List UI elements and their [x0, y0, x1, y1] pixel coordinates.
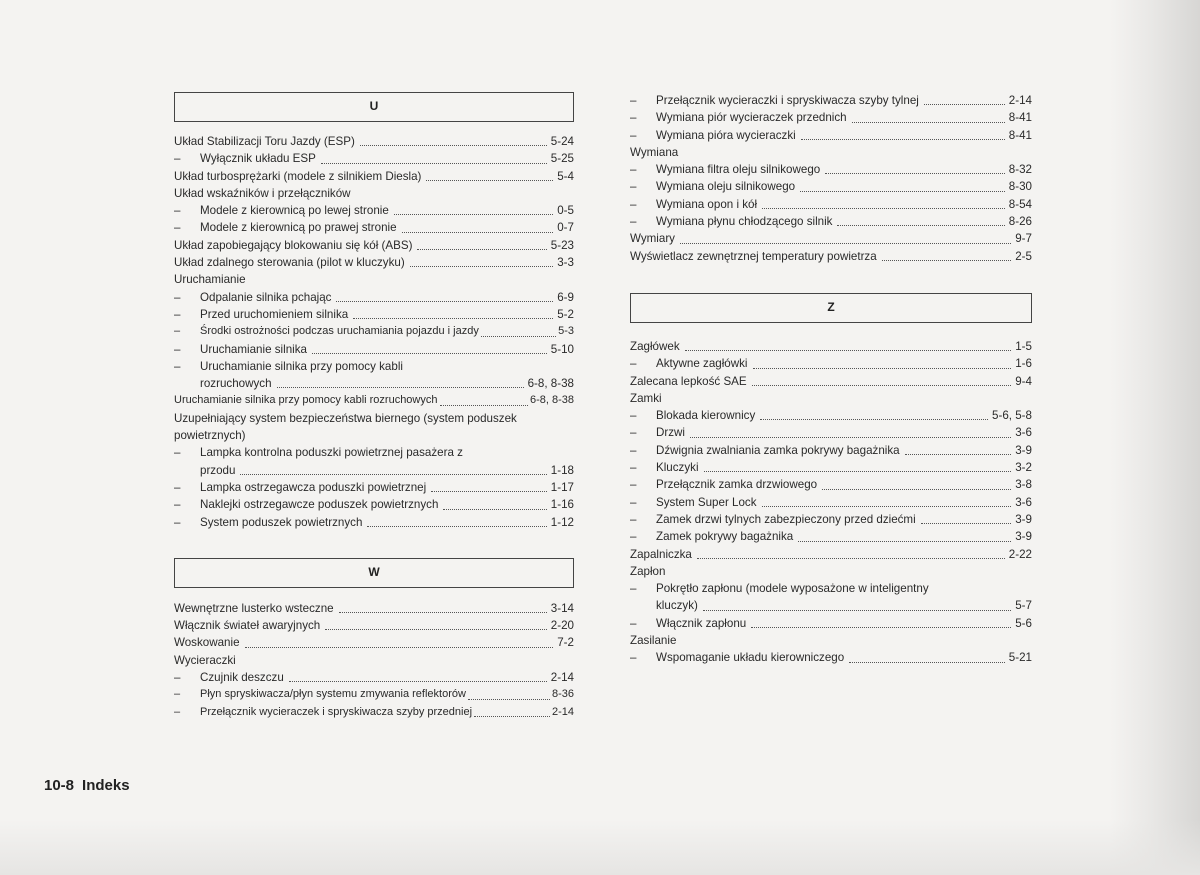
index-column-right	[630, 92, 1032, 667]
index-subentry: – Przed uruchomieniem silnika 5-2	[174, 306, 574, 323]
index-subentry: – Wyłącznik układu ESP 5-25	[174, 150, 574, 167]
index-subentry-continuation: przodu 1-18	[200, 463, 574, 477]
index-subentry: – Naklejki ostrzegawcze poduszek powietrznych 1-16	[174, 496, 574, 513]
section-heading-u: U	[174, 92, 574, 122]
index-group-heading: Wymiana	[630, 145, 679, 159]
index-subentry: – Wymiana płynu chłodzącego silnik 8-26	[630, 213, 1032, 230]
index-subentry: – Płyn spryskiwacza/płyn systemu zmywania reflektorów 8-36	[174, 686, 574, 703]
index-subentry: – Zamek drzwi tylnych zabezpieczony przed dziećmi 3-9	[630, 511, 1032, 528]
index-subentry: – Dźwignia zwalniania zamka pokrywy bagażnika 3-9	[630, 442, 1032, 459]
index-group-heading: Układ wskaźników i przełączników	[174, 186, 351, 200]
index-entry: Układ zdalnego sterowania (pilot w kluczyku) 3-3	[174, 256, 574, 270]
index-subentry: – Czujnik deszczu 2-14	[174, 669, 574, 686]
index-subentry: – Przełącznik zamka drzwiowego 3-8	[630, 476, 1032, 493]
index-subentry: – Wymiana opon i kół 8-54	[630, 196, 1032, 213]
index-column-left	[174, 92, 574, 721]
page-bottom-shadow	[0, 820, 1200, 875]
index-group-heading: Zapłon	[630, 564, 666, 578]
index-entry: Układ zapobiegający blokowaniu się kół (ABS) 5-23	[174, 238, 574, 252]
index-subentry: – Modele z kierownicą po lewej stronie 0-5	[174, 202, 574, 219]
index-subentry: – Wymiana oleju silnikowego 8-30	[630, 178, 1032, 195]
index-subentry: – Wymiana pióra wycieraczki 8-41	[630, 127, 1032, 144]
index-subentry: – Wymiana filtra oleju silnikowego 8-32	[630, 161, 1032, 178]
index-entry: Zalecana lepkość SAE 9-4	[630, 374, 1032, 388]
index-group-heading: Wycieraczki	[174, 653, 236, 667]
index-subentry: – Uruchamianie silnika przy pomocy kabli	[174, 358, 574, 375]
index-subentry-continuation: rozruchowych 6-8, 8-38	[200, 377, 574, 391]
index-entry: Układ Stabilizacji Toru Jazdy (ESP) 5-24	[174, 135, 574, 148]
index-subentry: – Lampka ostrzegawcza poduszki powietrznej 1-17	[174, 479, 574, 496]
index-entry: Uruchamianie silnika przy pomocy kabli rozruchowych 6-8, 8-38	[174, 394, 574, 407]
index-subentry: – Wspomaganie układu kierowniczego 5-21	[630, 649, 1032, 666]
index-group-heading: Zamki	[630, 391, 662, 405]
index-subentry: – Zamek pokrywy bagażnika 3-9	[630, 528, 1032, 545]
index-entry-continuation: powietrznych)	[174, 429, 246, 443]
index-entry: Włącznik świateł awaryjnych 2-20	[174, 619, 574, 633]
index-entry: Zapalniczka 2-22	[630, 547, 1032, 561]
section-heading-z: Z	[630, 293, 1032, 323]
index-subentry: – Pokrętło zapłonu (modele wyposażone w inteligentny	[630, 580, 1032, 597]
index-entry: Układ turbosprężarki (modele z silnikiem Diesla) 5-4	[174, 169, 574, 183]
page-number: 10-8	[44, 777, 75, 794]
index-subentry: – Lampka kontrolna poduszki powietrznej pasażera z	[174, 444, 574, 461]
index-subentry: – Wymiana piór wycieraczek przednich 8-41	[630, 109, 1032, 126]
index-entry: Woskowanie 7-2	[174, 636, 574, 650]
index-entry: Wewnętrzne lusterko wsteczne 3-14	[174, 601, 574, 615]
index-subentry: – System Super Lock 3-6	[630, 494, 1032, 511]
index-subentry: – Modele z kierownicą po prawej stronie 0-7	[174, 219, 574, 236]
page-footer	[44, 777, 130, 794]
index-entry: Wymiary 9-7	[630, 232, 1032, 246]
index-subentry: – Drzwi 3-6	[630, 424, 1032, 441]
section-heading-w: W	[174, 558, 574, 588]
index-subentry: – Blokada kierownicy 5-6, 5-8	[630, 407, 1032, 424]
index-group-heading: Zasilanie	[630, 634, 677, 648]
index-group-heading: Uruchamianie	[174, 273, 246, 287]
index-subentry: – Przełącznik wycieraczek i spryskiwacza szyby przedniej 2-14	[174, 704, 574, 721]
index-subentry: – Odpalanie silnika pchając 6-9	[174, 289, 574, 306]
index-entry: Uzupełniający system bezpieczeństwa biernego (system poduszek	[174, 411, 517, 425]
index-subentry: – Przełącznik wycieraczki i spryskiwacza szyby tylnej 2-14	[630, 92, 1032, 109]
index-subentry: – Włącznik zapłonu 5-6	[630, 615, 1032, 632]
index-subentry: – System poduszek powietrznych 1-12	[174, 514, 574, 531]
section-title: Indeks	[82, 777, 130, 794]
index-subentry: – Środki ostrożności podczas uruchamiania pojazdu i jazdy 5-3	[174, 323, 574, 340]
index-subentry: – Uruchamianie silnika 5-10	[174, 341, 574, 358]
index-subentry-continuation: kluczyk) 5-7	[656, 599, 1032, 613]
index-subentry: – Aktywne zagłówki 1-6	[630, 355, 1032, 372]
index-entry: Zagłówek 1-5	[630, 339, 1032, 353]
index-entry: Wyświetlacz zewnętrznej temperatury powietrza 2-5	[630, 249, 1032, 263]
page-edge-shadow	[1110, 0, 1200, 875]
index-subentry: – Kluczyki 3-2	[630, 459, 1032, 476]
